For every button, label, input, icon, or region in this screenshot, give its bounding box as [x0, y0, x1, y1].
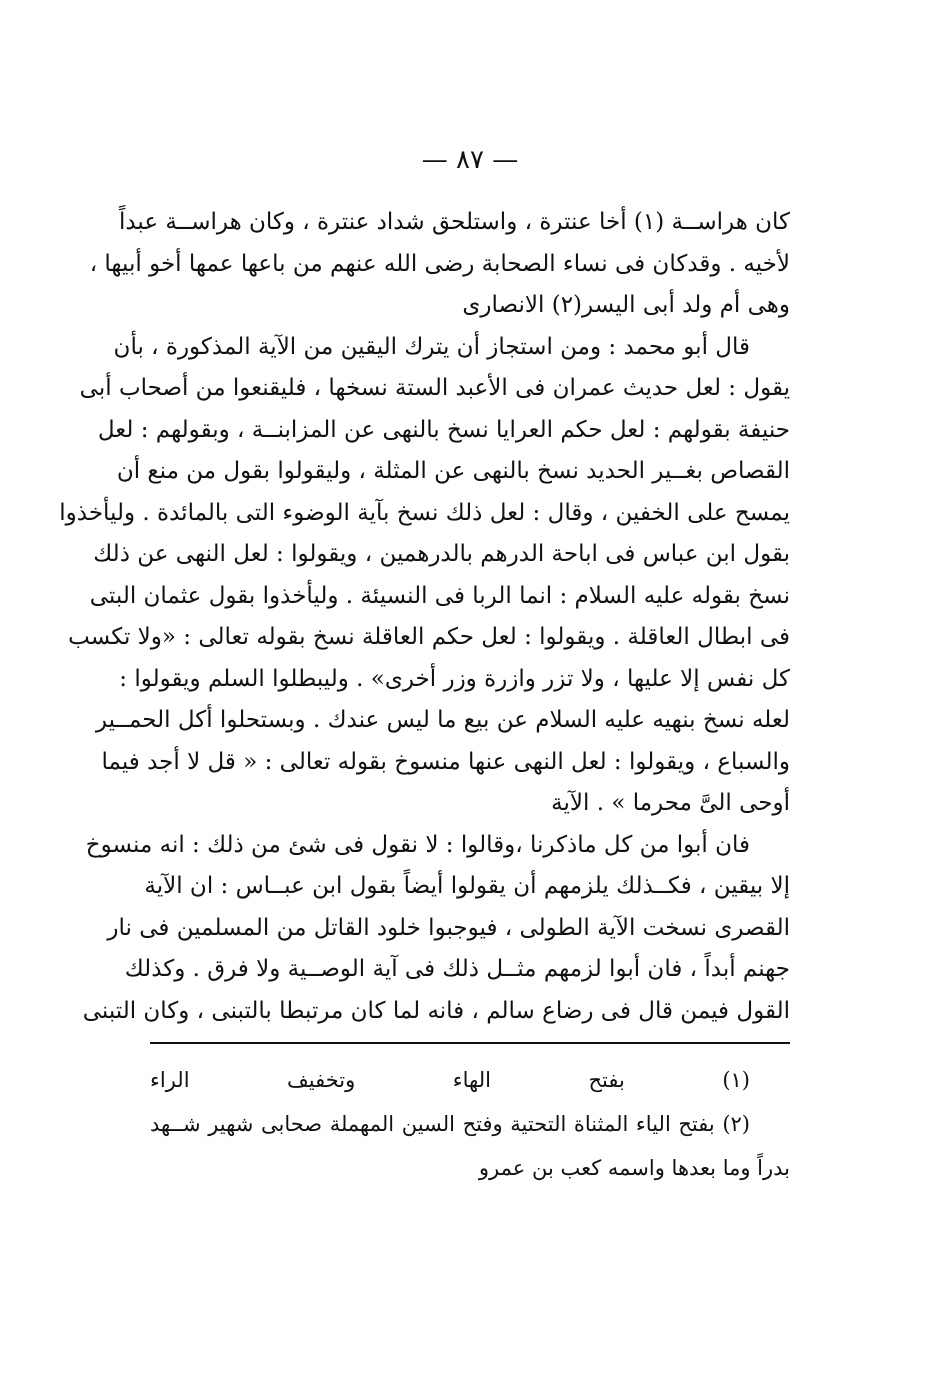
- main-text: [59, 202, 790, 1032]
- text-line: لأخيه . وقدكان فى نساء الصحابة رضى الله عنهم من باعها عمها أخو أبيها ،: [89, 250, 790, 277]
- text-line: يمسح على الخفين ، وقال : لعل ذلك نسخ بآية الوضوء التى بالمائدة . وليأخذوا: [59, 499, 790, 526]
- text-line: حنيفة بقولهم : لعل حكم العرايا نسخ بالنهى عن المزابنــة ، وبقولهم : لعل: [97, 416, 790, 443]
- text-line: فى ابطال العاقلة . ويقولوا : لعل حكم العاقلة نسخ بقوله تعالى : «ولا تكسب: [68, 624, 790, 650]
- text-line: قال أبو محمد : ومن استجاز أن يترك اليقين من الآية المذكورة ، بأن: [113, 333, 750, 360]
- footnote-line: بدراً وما بعدها واسمه كعب بن عمرو: [478, 1156, 790, 1180]
- text-line: بقول ابن عباس فى اباحة الدرهم بالدرهمين ، ويقولوا : لعل النهى عن ذلك: [93, 541, 790, 567]
- text-line: كل نفس إلا عليها ، ولا تزر وازرة وزر أخرى» . وليبطلوا السلم ويقولوا :: [119, 665, 790, 692]
- page-number: — ٨٧ —: [421, 145, 519, 175]
- text-line: القصاص بغــير الحديد نسخ بالنهى عن المثلة ، وليقولوا بقول من منع أن: [116, 458, 790, 484]
- text-line: يقول : لعل حديث عمران فى الأعبد الستة نسخها ، فليقنعوا من أصحاب أبى: [79, 375, 790, 401]
- text-line: والسباع ، ويقولوا : لعل النهى عنها منسوخ بقوله تعالى : « قل لا أجد فيما: [101, 748, 790, 775]
- footnotes: [150, 1058, 790, 1190]
- footnote-divider: [150, 1042, 790, 1044]
- text-line: القول فيمن قال فى رضاع سالم ، فانه لما كان مرتبطا بالتبنى ، وكان التبنى: [82, 997, 790, 1024]
- book-page: [59, 140, 790, 1260]
- text-line: نسخ بقوله عليه السلام : انما الربا فى النسيئة . وليأخذوا بقول عثمان البتى: [89, 582, 790, 609]
- text-line: القصرى نسخت الآية الطولى ، فيوجبوا خلود القاتل من المسلمين فى نار: [107, 914, 790, 941]
- text-line: إلا بيقين ، فكــذلك يلزمهم أن يقولوا أيضاً بقول ابن عبــاس : ان الآية: [144, 873, 790, 899]
- text-line: وهى أم ولد أبى اليسر(٢) الانصارى: [462, 292, 790, 318]
- text-line: كان هراســة (١) أخا عنترة ، واستلحق شداد عنترة ، وكان هراســة عبداً: [118, 209, 790, 235]
- text-line: جهنم أبداً ، فان أبوا لزمهم مثــل ذلك فى آية الوصــية ولا فرق . وكذلك: [124, 956, 790, 982]
- text-line: لعله نسخ بنهيه عليه السلام عن بيع ما ليس عندك . وبستحلوا أكل الحمــير: [95, 707, 790, 733]
- text-line: فان أبوا من كل ماذكرنا ،وقالوا : لا نقول فى شئ من ذلك : انه منسوخ: [85, 831, 750, 858]
- footnote-line: (٢) بفتح الياء المثناة التحتية وفتح السين المهملة صحابى شهير شــهد: [150, 1112, 750, 1136]
- text-line: أوحى الىَّ محرما » . الآية: [551, 790, 790, 816]
- footnote-line: (١) بفتح الهاء وتخفيف الراء: [150, 1068, 750, 1092]
